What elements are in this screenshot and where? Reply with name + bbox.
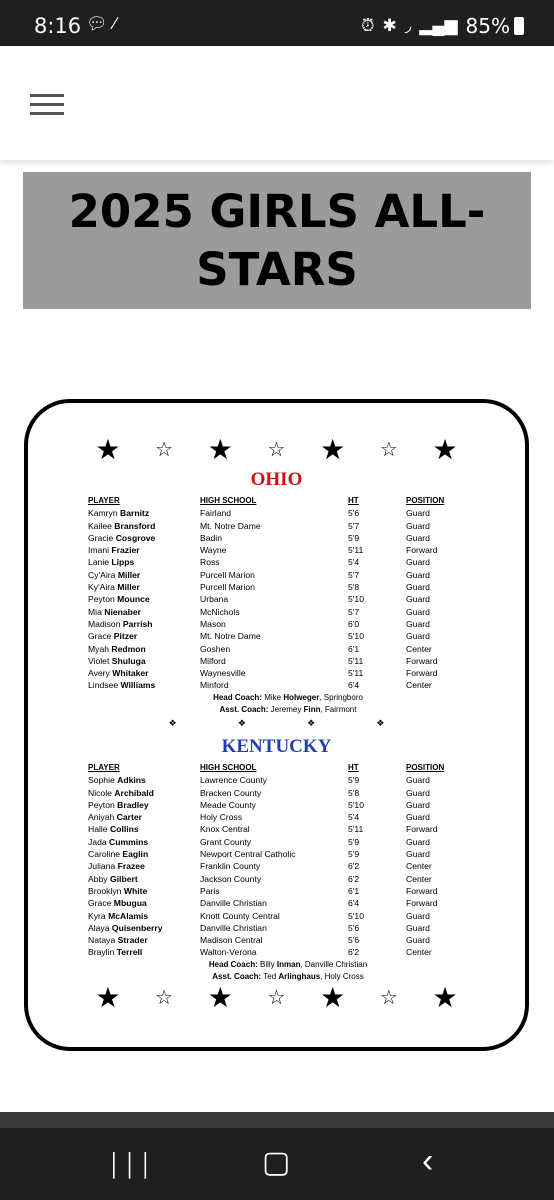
player-position: Guard (406, 582, 430, 593)
player-school: Knox Central (200, 824, 250, 835)
ohio-roster (88, 495, 488, 716)
player-name: Kyra McAlamis (88, 910, 149, 921)
player-height: 5'11 (348, 655, 364, 666)
player-school: Wayne (200, 545, 227, 556)
player-height: 5'6 (348, 922, 360, 933)
player-row (88, 679, 488, 691)
player-height: 6'1 (348, 643, 360, 654)
notification-icons (86, 14, 122, 34)
player-position: Guard (406, 618, 430, 629)
kentucky-roster (88, 762, 488, 983)
chat-bubble-icon: 💬︎ (86, 14, 114, 33)
player-position: Guard (406, 849, 430, 860)
player-position: Forward (406, 885, 438, 896)
player-row (88, 897, 488, 909)
player-school: Mason (200, 618, 226, 629)
player-position: Forward (406, 545, 438, 556)
player-row (88, 667, 488, 679)
player-name: Gracie Cosgrove (88, 532, 156, 543)
player-position: Guard (406, 594, 430, 605)
player-name: Grace Pitzer (88, 631, 138, 642)
player-row (88, 774, 488, 786)
player-name: Juliana Frazee (88, 861, 145, 872)
player-school: Milford (200, 655, 226, 666)
player-name: Mia Nienaber (88, 606, 142, 617)
player-school: Knott County Central (200, 910, 280, 921)
player-row (88, 593, 488, 605)
player-height: 5'10 (348, 799, 364, 810)
star-outline-icon: ☆ (379, 439, 398, 461)
col-school: HIGH SCHOOL (200, 763, 257, 772)
player-name: Peyton Mounce (88, 594, 150, 605)
player-row (88, 520, 488, 532)
player-name: Halle Collins (88, 824, 139, 835)
player-row (88, 811, 488, 823)
player-position: Center (406, 643, 432, 654)
player-name: Myah Redmon (88, 643, 146, 654)
diamond-icon: ❖ (376, 718, 385, 728)
player-school: Meade County (200, 799, 256, 810)
player-height: 5'8 (348, 582, 360, 593)
player-height: 5'8 (348, 787, 360, 798)
star-icon: ★ (207, 982, 233, 1013)
player-height: 5'10 (348, 910, 364, 921)
player-height: 5'4 (348, 812, 360, 823)
player-position: Guard (406, 557, 430, 568)
battery-icon (514, 17, 524, 35)
player-name: Ky'Aira Miller (88, 582, 140, 593)
player-name: Brooklyn White (88, 885, 148, 896)
player-name: Madison Parrish (88, 618, 153, 629)
site-header (0, 46, 554, 160)
back-icon[interactable]: ‹ (422, 1142, 434, 1180)
player-school: Bracken County (200, 787, 262, 798)
player-height: 5'9 (348, 532, 360, 543)
player-height: 5'10 (348, 631, 364, 642)
diamond-icon: ❖ (168, 718, 177, 728)
head-coach: Head Coach: Mike Holweger, Springboro (213, 692, 363, 702)
player-school: Purcell Marion (200, 582, 255, 593)
player-height: 5'11 (348, 668, 364, 679)
page-title: 2025 GIRLS ALL-STARS (68, 184, 486, 296)
col-school: HIGH SCHOOL (200, 496, 257, 505)
player-name: Caroline Eaglin (88, 849, 149, 860)
player-height: 6'2 (348, 873, 360, 884)
star-outline-icon: ☆ (379, 987, 398, 1009)
battery-percent: 85% (465, 14, 510, 38)
asst-coach: Asst. Coach: Jeremey Finn, Fairmont (219, 704, 357, 714)
player-row (88, 799, 488, 811)
player-row (88, 544, 488, 556)
player-name: Nataya Strader (88, 935, 148, 946)
hamburger-menu-icon[interactable] (30, 94, 64, 116)
star-icon: ★ (432, 434, 458, 465)
player-name: Avery Whitaker (88, 668, 149, 679)
player-name: Violet Shuluga (88, 655, 146, 666)
player-position: Center (406, 947, 432, 958)
player-position: Guard (406, 836, 430, 847)
player-height: 5'9 (348, 775, 360, 786)
star-icon: ★ (207, 434, 233, 465)
player-position: Forward (406, 898, 438, 909)
diamond-icon: ❖ (307, 718, 316, 728)
ohio-player-list (88, 507, 488, 691)
player-position: Guard (406, 532, 430, 543)
player-name: Abby Gilbert (88, 873, 138, 884)
player-school: Mt. Notre Dame (200, 520, 261, 531)
player-row (88, 848, 488, 860)
player-position: Guard (406, 922, 430, 933)
player-height: 5'11 (348, 824, 364, 835)
player-name: Jada Cummins (88, 836, 149, 847)
col-height: HT (348, 496, 359, 505)
state-heading-kentucky: KENTUCKY (221, 736, 332, 757)
player-height: 6'2 (348, 861, 360, 872)
player-row (88, 946, 488, 958)
player-position: Guard (406, 606, 430, 617)
player-row (88, 569, 488, 581)
player-name: Braylin Terrell (88, 947, 143, 958)
col-player: PLAYER (88, 763, 120, 772)
player-name: Kamryn Barnitz (88, 508, 150, 519)
player-row (88, 630, 488, 642)
player-row (88, 787, 488, 799)
wifi-icon: ◞ (404, 16, 412, 35)
player-row (88, 910, 488, 922)
player-school: Mt. Notre Dame (200, 631, 261, 642)
player-school: Goshen (200, 643, 231, 654)
player-row (88, 655, 488, 667)
player-height: 5'6 (348, 508, 360, 519)
system-nav-bar (0, 1112, 554, 1200)
player-position: Guard (406, 569, 430, 580)
player-position: Guard (406, 775, 430, 786)
recent-apps-icon[interactable]: │││ (108, 1152, 156, 1177)
player-position: Center (406, 861, 432, 872)
player-height: 6'4 (348, 680, 360, 691)
player-name: Lanie Lipps (88, 557, 135, 568)
player-school: Holy Cross (200, 812, 243, 823)
player-name: Nicole Archibald (88, 787, 154, 798)
player-school: Ross (200, 557, 220, 568)
player-name: Lindsee Williams (88, 680, 156, 691)
star-outline-icon: ☆ (155, 987, 174, 1009)
star-icon: ★ (320, 982, 346, 1013)
player-position: Forward (406, 668, 438, 679)
player-height: 5'10 (348, 594, 364, 605)
player-name: Imani Frazier (88, 545, 140, 556)
bluetooth-icon: ✱ (382, 16, 397, 35)
state-heading-ohio: OHIO (250, 469, 303, 490)
col-position: POSITION (406, 763, 445, 772)
col-player: PLAYER (88, 496, 120, 505)
kentucky-player-list (88, 774, 488, 958)
star-outline-icon: ☆ (155, 439, 174, 461)
star-row-bottom (28, 983, 525, 1013)
player-row (88, 922, 488, 934)
player-row (88, 606, 488, 618)
player-name: Sophie Adkins (88, 775, 146, 786)
star-outline-icon: ☆ (267, 987, 286, 1009)
player-school: Paris (200, 885, 220, 896)
player-position: Forward (406, 655, 438, 666)
roster-header (88, 495, 488, 507)
player-school: Franklin County (200, 861, 261, 872)
system-icons (361, 14, 510, 38)
player-position: Guard (406, 935, 430, 946)
player-row (88, 643, 488, 655)
star-icon: ★ (95, 982, 121, 1013)
player-school: Lawrence County (200, 775, 267, 786)
player-height: 6'4 (348, 898, 360, 909)
star-outline-icon: ☆ (267, 439, 286, 461)
player-name: Cy'Aira Miller (88, 569, 141, 580)
star-icon: ★ (95, 434, 121, 465)
signal-slash-icon: ∕ (113, 14, 123, 33)
signal-bars-icon: ▂▄▆ (419, 16, 458, 35)
roster-header (88, 762, 488, 774)
player-row (88, 836, 488, 848)
player-height: 6'2 (348, 947, 360, 958)
col-position: POSITION (406, 496, 445, 505)
player-school: Fairland (200, 508, 232, 519)
player-school: Madison Central (200, 935, 263, 946)
star-icon: ★ (432, 982, 458, 1013)
player-position: Forward (406, 824, 438, 835)
player-position: Guard (406, 508, 430, 519)
player-school: Minford (200, 680, 229, 691)
player-name: Grace Mbugua (88, 898, 147, 909)
player-school: Walton-Verona (200, 947, 257, 958)
player-height: 5'7 (348, 569, 360, 580)
player-row (88, 556, 488, 568)
player-school: Badin (200, 532, 222, 543)
player-position: Center (406, 873, 432, 884)
col-height: HT (348, 763, 359, 772)
player-school: Jackson County (200, 873, 262, 884)
player-row (88, 860, 488, 872)
player-row (88, 581, 488, 593)
player-row (88, 507, 488, 519)
player-position: Guard (406, 631, 430, 642)
alarm-icon: ⏰︎ (361, 16, 375, 35)
asst-coach: Asst. Coach: Ted Arlinghaus, Holy Cross (212, 971, 364, 981)
status-bar (0, 0, 554, 46)
home-icon[interactable]: ▢ (262, 1146, 291, 1179)
player-row (88, 885, 488, 897)
clock: 8:16 (34, 14, 82, 38)
player-height: 5'4 (348, 557, 360, 568)
player-height: 5'7 (348, 606, 360, 617)
player-school: McNichols (200, 606, 240, 617)
player-height: 6'1 (348, 885, 360, 896)
head-coach: Head Coach: Billy Inman, Danville Christian (208, 959, 368, 969)
player-position: Guard (406, 520, 430, 531)
player-name: Aniyah Carter (88, 812, 142, 823)
player-position: Guard (406, 910, 430, 921)
player-school: Grant County (200, 836, 252, 847)
player-row (88, 532, 488, 544)
divider-diamonds (28, 718, 525, 729)
player-name: Peyton Bradley (88, 799, 149, 810)
player-school: Waynesville (200, 668, 246, 679)
star-icon: ★ (320, 434, 346, 465)
player-height: 6'0 (348, 618, 360, 629)
player-height: 5'9 (348, 849, 360, 860)
player-height: 5'7 (348, 520, 360, 531)
player-school: Danville Christian (200, 898, 267, 909)
player-position: Guard (406, 812, 430, 823)
diamond-icon: ❖ (237, 718, 246, 728)
player-row (88, 934, 488, 946)
player-school: Urbana (200, 594, 229, 605)
roster-card (24, 399, 529, 1051)
player-row (88, 823, 488, 835)
player-school: Danville Christian (200, 922, 267, 933)
player-name: Kailee Bransford (88, 520, 156, 531)
player-position: Guard (406, 799, 430, 810)
star-row-top (28, 435, 525, 465)
player-school: Newport Central Catholic (200, 849, 296, 860)
player-row (88, 873, 488, 885)
player-row (88, 618, 488, 630)
player-name: Alaya Quisenberry (88, 922, 163, 933)
player-school: Purcell Marion (200, 569, 255, 580)
player-height: 5'6 (348, 935, 360, 946)
player-position: Center (406, 680, 432, 691)
player-position: Guard (406, 787, 430, 798)
player-height: 5'9 (348, 836, 360, 847)
player-height: 5'11 (348, 545, 364, 556)
title-banner (23, 172, 531, 309)
